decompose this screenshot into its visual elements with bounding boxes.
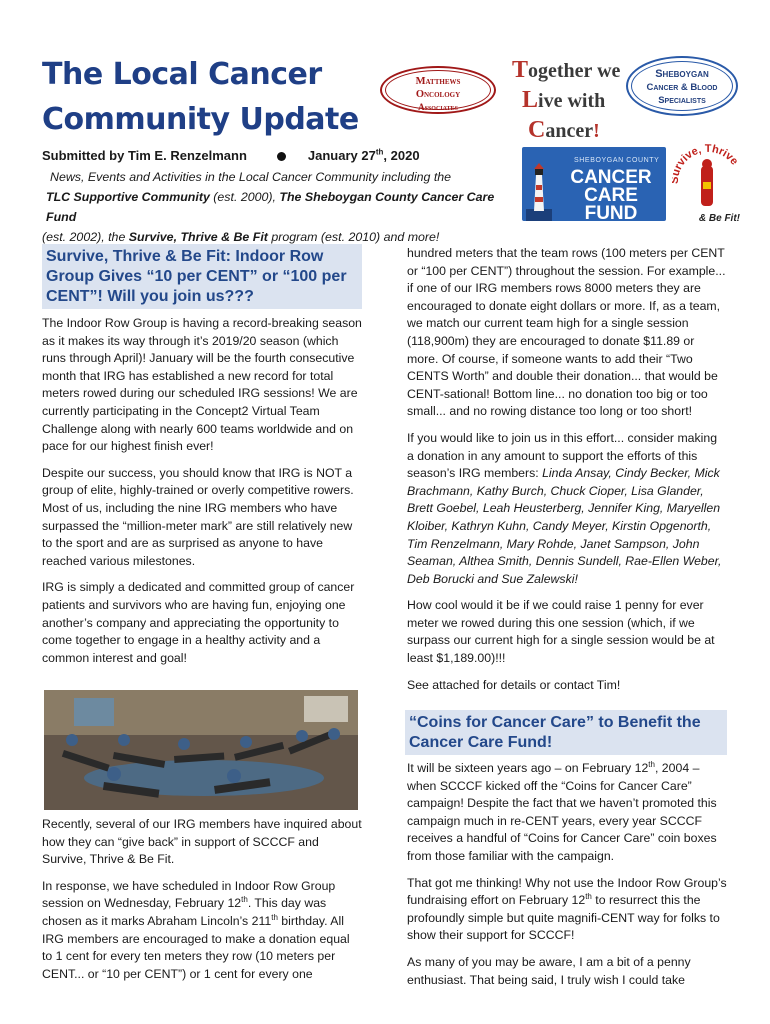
tlc-cap-l: L — [522, 87, 539, 113]
intro-est-2010: program (est. 2010) and more! — [267, 230, 440, 244]
paragraph: Despite our success, you should know that IRG is NOT a group of elite, highly-trained or overly competitive rowers. Most of us, including the nine IRG members who have surpassed the “million-meter mark” are still relatively new to the sport and are as surprised as anyone to have reached various milestones. — [42, 465, 354, 568]
a2-p2-sup: th — [585, 892, 592, 902]
p5-sup: th — [241, 895, 248, 905]
moa-line-3: Associates — [418, 102, 458, 112]
a2-p1-text-b: , 2004 – when SCCCF kicked off the “Coins for Cancer Care” campaign! Despite the fact that we haven’t promoted this campaign much in re-CENT years, every year SCCCF receives a handful of “Coins for Cancer Care” coin boxes from those familiar with the campaign. — [407, 761, 717, 863]
article-1-left-text-2 — [42, 816, 362, 983]
tlc-logo — [502, 56, 622, 146]
intro-text — [42, 167, 514, 247]
intro-est-2000: (est. 2000), — [209, 190, 280, 204]
sheboygan-cancer-blood-logo — [626, 56, 738, 116]
p5-text-a: In response, we have scheduled in Indoor Row Group session on Wednesday, February 12 — [42, 878, 336, 911]
title-line-2: Community Update — [42, 102, 359, 137]
scbs-line-3: Specialists — [658, 95, 706, 106]
article-2-text — [407, 760, 727, 989]
p5-text-b: . This day was chosen as it marks Abraham Lincoln’s 211 — [42, 896, 327, 928]
article-2-headline: “Coins for Cancer Care” to Benefit the Cancer Care Fund! — [405, 710, 727, 755]
article-1-right-text — [407, 245, 727, 694]
article-1-headline: Survive, Thrive & Be Fit: Indoor Row Group Gives “10 per CENT” or “100 per CENT”! Will you join us??? — [42, 244, 362, 309]
byline-date: January 27 — [307, 148, 376, 163]
intro-est-2002: (est. 2002), the — [42, 230, 129, 244]
stf-tagline: & Be Fit! — [698, 213, 740, 224]
ccf-name-line-2: FUND — [584, 203, 638, 221]
tlc-cap-c: C — [528, 117, 546, 143]
tlc-line-1: ogether we — [528, 60, 621, 82]
article-1-left-text — [42, 315, 362, 667]
tlc-cap-t: T — [512, 57, 529, 83]
newsletter-title — [42, 52, 372, 142]
paragraph: hundred meters that the team rows (100 meters per CENT or “100 per CENT”) throughout the session. For example... if one of our IRG members rows 8000 meters they are encouraged to donate eight dollars or more. If, as a team, we match our current team high for a single session (118,900m) they are encouraged to donate $11.89 or more. Of course, if someone wants to add their “Two CENTS Worth” and double their donation... that would be CENT-sational! Bottom line... no donation too big or too small... and no rowing distance too long or too short! — [407, 246, 726, 419]
cancer-care-fund-logo — [522, 147, 666, 221]
byline — [42, 148, 420, 163]
member-names: Linda Ansay, Cindy Becker, Mick Brachmann, Kathy Burch, Chuck Cioper, Lisa Glander, Brett Goebel, Leah Heusterberg, Jennifer King, Maryellen Kloiber, Kathryn Kuhn, Candy Meyer, Kirstin Opgenorth, Tim Renzelmann, Mary Rohde, Janet Sampson, John Seaman, Althea Smith, Dennis Sundell, Rae-Ellen Weber, Deb Borucki and Sue Zalewski! — [407, 466, 722, 586]
byline-author: Submitted by Tim E. Renzelmann — [42, 148, 247, 163]
paragraph: Recently, several of our IRG members have inquired about how they can “give back” in support of SCCCF and Survive, Thrive & Be Fit. — [42, 817, 362, 867]
bullet-icon — [277, 152, 286, 161]
lighthouse-icon — [526, 161, 552, 221]
paragraph: As many of you may be aware, I am a bit of a penny enthusiast. That being said, I truly wish I could take — [407, 954, 691, 987]
tlc-line-2: ive with — [538, 90, 606, 112]
title-line-1: The Local Cancer — [42, 57, 322, 92]
byline-date-sup: th — [375, 147, 384, 157]
svg-text:Survive, Thrive: rvive, Thrive — [672, 142, 741, 172]
stf-arc-graphic — [672, 140, 742, 214]
paragraph: See attached for details or contact Tim! — [407, 677, 621, 692]
a2-p2-text-a: That got me thinking! Why not use the Indoor Row Group’s fundraising effort on February 12 — [407, 875, 727, 908]
scbs-line-1: Sheboygan — [655, 68, 709, 80]
intro-tlc: TLC Supportive Community — [46, 190, 210, 204]
ccf-county: SHEBOYGAN COUNTY — [574, 157, 660, 164]
paragraph: How cool would it be if we could raise 1 penny for ever meter we rowed during this one session (which, if we surpass our current high for a single session would be at least $1,189.00)!!! — [407, 598, 715, 666]
photo-graphic — [44, 690, 358, 810]
intro-stbf: Survive, Thrive & Be Fit — [128, 230, 268, 244]
moa-line-2: Oncology — [415, 89, 461, 100]
moa-line-1: Matthews — [415, 76, 461, 87]
ccf-name-line-1: CANCER CARE — [570, 167, 652, 206]
scbs-line-2: Cancer & Blood — [646, 82, 718, 93]
a2-p1-sup: th — [648, 759, 655, 769]
rowing-group-photo — [44, 690, 358, 810]
p5-text-c: birthday. All IRG members are encouraged to make a donation equal to 1 cent for every ten meters they row (10 meters per CENT... or “10 per CENT”) or 1 cent for every one — [42, 913, 350, 981]
a2-p2-text-b: to resurrect this the profoundly simple but quite magnifi-CENT way for folks to show their support for SCCCF! — [407, 893, 720, 943]
tlc-line-3: ancer — [545, 120, 594, 142]
survive-thrive-logo — [672, 140, 742, 226]
p5-sup: th — [271, 912, 278, 922]
intro-line-1: News, Events and Activities in the Local Cancer Community including the — [50, 170, 452, 184]
r2-text: If you would like to join us in this effort... consider making a donation in any amount to support the efforts of this season’s IRG members: — [407, 430, 718, 481]
byline-date-year: , 2020 — [383, 148, 420, 163]
paragraph: The Indoor Row Group is having a record-breaking season as it makes its way through it’s 2019/20 season (which runs through April)! January will be the fourth consecutive month that IRG has established a new record for total meters rowed during our scheduled IRG sessions! We are currently participating in the Concept2 Virtual Team Challenge along with nearly 600 teams worldwide and on pace for our highest finish ever! — [42, 316, 362, 454]
paragraph: IRG is simply a dedicated and committed group of cancer patients and survivors who are having fun, enjoying one another’s company and appreciating the opportunity to come together to engage in a healthy activity and a common interest and goal! — [42, 580, 355, 665]
a2-p1-text-a: It will be sixteen years ago – on February 12 — [407, 761, 649, 775]
intro-scccf: The Sheboygan County Cancer Care Fund — [46, 190, 495, 224]
tlc-exclaim: ! — [593, 120, 600, 142]
matthews-oncology-logo — [380, 66, 496, 114]
